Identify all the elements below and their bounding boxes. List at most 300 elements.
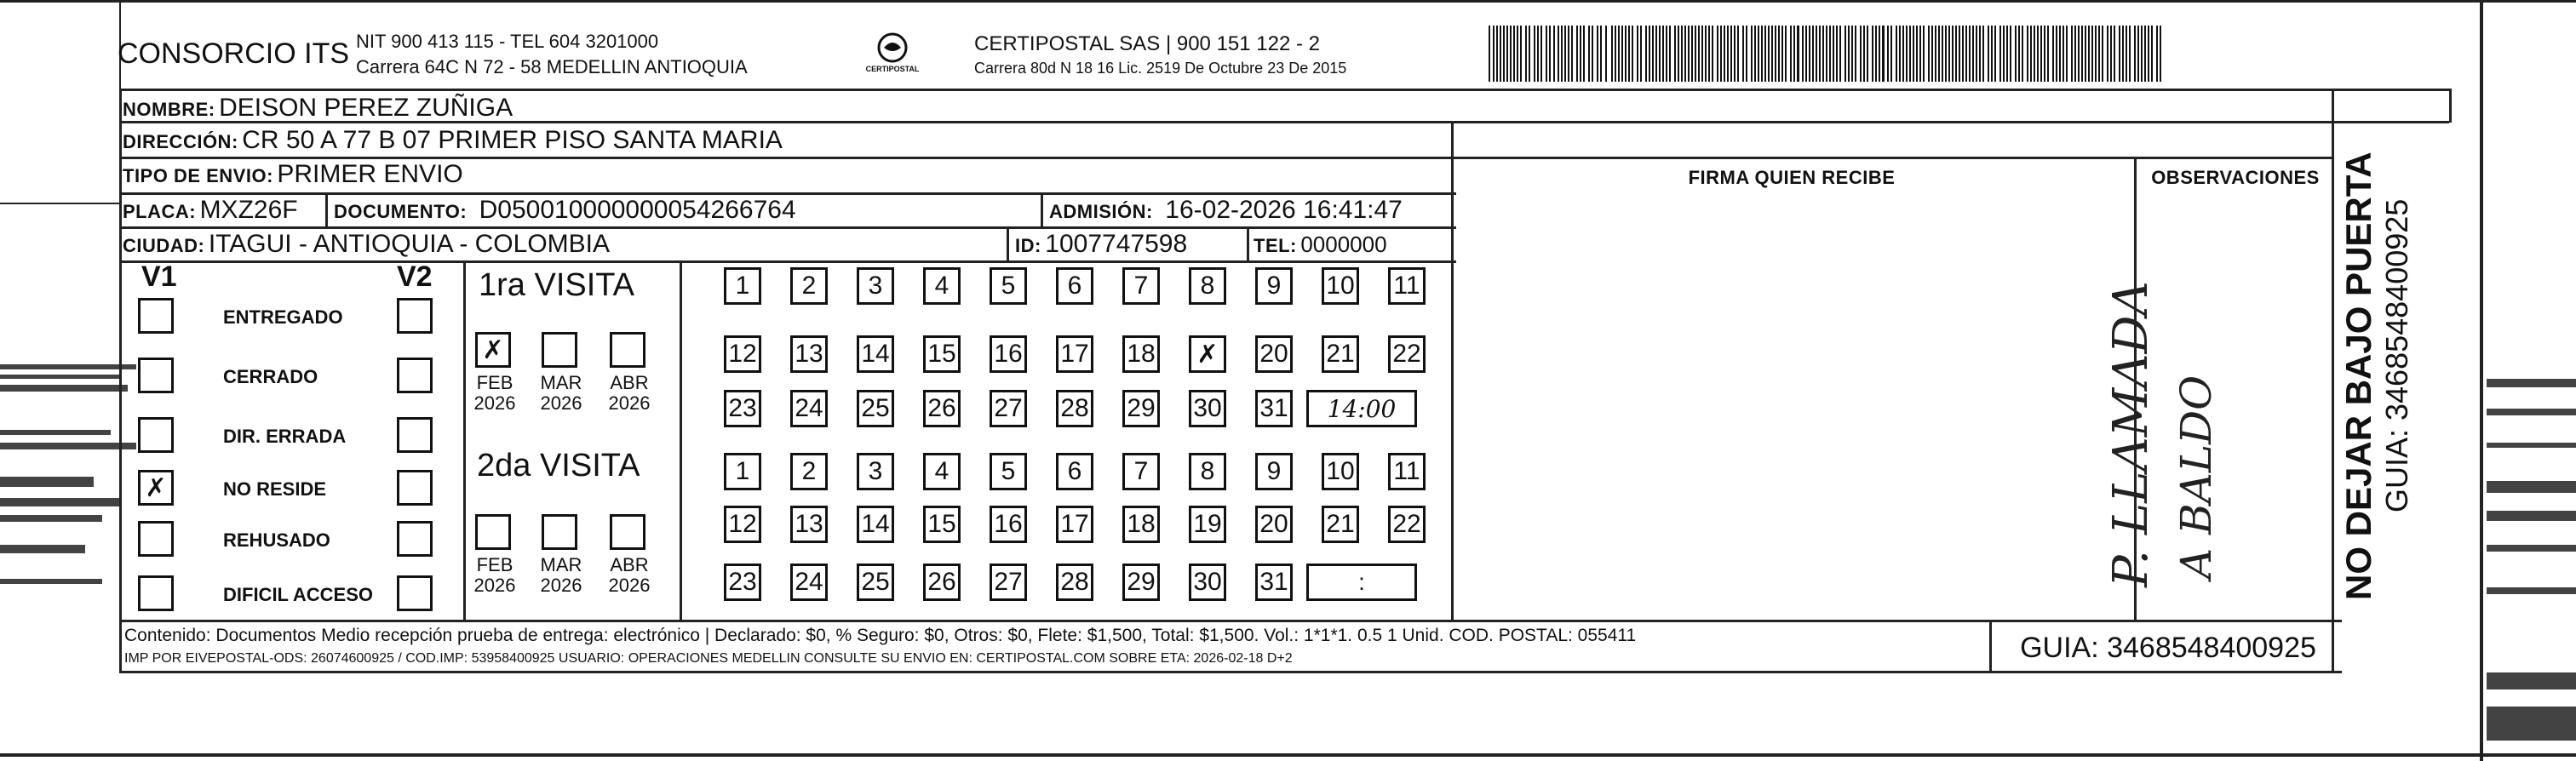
barcode-bar (1909, 26, 1911, 82)
barcode-bar (1768, 26, 1770, 82)
barcode-bar (1645, 26, 1647, 82)
barcode-bar (1906, 26, 1908, 82)
barcode-bar (1979, 26, 1981, 82)
barcode-bar (1734, 26, 1736, 82)
month-checkbox[interactable]: ✗ (475, 332, 511, 368)
day-checkbox[interactable]: 7 (1122, 267, 1160, 305)
firma-header: FIRMA QUIEN RECIBE (1688, 167, 1896, 188)
barcode-bar (1720, 26, 1722, 82)
day-checkbox[interactable]: 20 (1255, 335, 1293, 373)
day-checkbox[interactable]: 8 (1189, 267, 1226, 305)
barcode-bar (1764, 26, 1766, 82)
barcode-bar (1705, 26, 1707, 82)
barcode-bar (1879, 26, 1880, 82)
barcode-bar (2040, 26, 2042, 82)
barcode-bar (2015, 26, 2017, 82)
status-v1-checkbox[interactable] (138, 358, 174, 393)
day-checkbox[interactable]: 27 (990, 390, 1027, 427)
barcode-bar (2122, 26, 2124, 82)
day-checkbox[interactable]: 2 (790, 267, 828, 305)
barcode-bar (2018, 26, 2020, 82)
barcode-bar (1819, 26, 1821, 82)
tel-cell (1254, 232, 1387, 258)
barcode-bar (1887, 26, 1889, 82)
tipo-label: TIPO DE ENVIO: (123, 165, 273, 186)
day-checkbox[interactable]: 3 (857, 453, 894, 490)
id-value: 1007747598 (1045, 230, 1188, 258)
barcode-bar (2063, 26, 2064, 82)
barcode-bar (1965, 26, 1967, 82)
status-v2-checkbox[interactable] (397, 358, 433, 393)
barcode-bar (2151, 26, 2153, 82)
barcode-bar (1855, 26, 1856, 82)
barcode-bar (2085, 26, 2086, 82)
barcode-bar (1712, 26, 1713, 82)
barcode-bar (1520, 26, 1522, 82)
day-checkbox[interactable]: 17 (1056, 335, 1093, 373)
barcode-bar (1775, 26, 1776, 82)
barcode-bar (1600, 26, 1602, 82)
barcode-bar (1564, 26, 1566, 82)
direccion-row (123, 126, 783, 155)
barcode-bar (1935, 26, 1936, 82)
footer-contenido: Contenido: Documentos Medio recepción prueba de entrega: electrónico | Declarado: $0, % Seguro: $0, Otros: $0, Flete: $1,500, Total: $1,500. Vol.: 1*1*1. 0.5 1 Unid. COD. POSTAL: 055411 (124, 626, 1637, 645)
barcode-bar (1701, 26, 1703, 82)
visit2-title: 2da VISITA (477, 448, 640, 483)
barcode-bar (1761, 26, 1763, 82)
barcode-bar (1625, 26, 1626, 82)
barcode-bar (1836, 26, 1838, 82)
status-v1-checkbox[interactable] (138, 298, 174, 334)
company-nit: NIT 900 413 115 - TEL 604 3201000 (356, 31, 659, 52)
day-checkbox[interactable]: 9 (1255, 453, 1293, 490)
status-option-label: ENTREGADO (223, 306, 343, 328)
barcode-bar (1848, 26, 1850, 82)
placa-value: MXZ26F (199, 196, 298, 224)
barcode-bar (1588, 26, 1590, 82)
barcode-bar (2030, 26, 2032, 82)
admision-label: ADMISIÓN: (1049, 201, 1153, 222)
day-checkbox[interactable]: 31 (1255, 390, 1293, 427)
barcode-bar (1637, 26, 1638, 82)
barcode-bar (1867, 26, 1868, 82)
barcode-bar (1628, 26, 1630, 82)
day-checkbox[interactable]: 12 (724, 335, 761, 373)
barcode-bar (1793, 26, 1795, 82)
barcode-bar (2102, 26, 2103, 82)
documento-cell (334, 196, 796, 225)
side-guia: GUIA: 3468548400925 (2379, 198, 2414, 512)
barcode-bar (2156, 26, 2158, 82)
barcode-bar (2056, 26, 2057, 82)
logo-caption: CERTIPOSTAL (865, 65, 920, 73)
barcode-bar (1496, 26, 1498, 82)
barcode-bar (2148, 26, 2149, 82)
barcode-bar (1945, 26, 1947, 82)
barcode-bar (2074, 26, 2076, 82)
barcode-bar (1805, 26, 1807, 82)
barcode-bar (2119, 26, 2120, 82)
side-warning: NO DEJAR BAJO PUERTA (2338, 152, 2378, 600)
barcode-bar (1503, 26, 1505, 82)
barcode-bar (1730, 26, 1732, 82)
day-checkbox[interactable]: 29 (1122, 390, 1160, 427)
barcode-bar (1568, 26, 1569, 82)
direccion-label: DIRECCIÓN: (123, 131, 238, 152)
barcode-bar (1942, 26, 1943, 82)
visit1-title: 1ra VISITA (479, 267, 635, 303)
barcode-bar (1540, 26, 1542, 82)
barcode-bar (1669, 26, 1671, 82)
day-checkbox[interactable]: 8 (1189, 453, 1226, 490)
barcode-bar (1829, 26, 1831, 82)
barcode-bar (1678, 26, 1679, 82)
barcode-bar (2010, 26, 2011, 82)
barcode-bar (2052, 26, 2054, 82)
barcode-bar (1571, 26, 1573, 82)
barcode-bar (1802, 26, 1804, 82)
day-checkbox[interactable]: 31 (1255, 564, 1293, 601)
barcode-bar (1517, 26, 1518, 82)
barcode-bar (1938, 26, 1940, 82)
barcode-bar (2141, 26, 2143, 82)
barcode-bar (2047, 26, 2049, 82)
barcode-bar (1513, 26, 1515, 82)
day-checkbox[interactable]: 11 (1388, 453, 1426, 490)
day-checkbox[interactable]: 6 (1056, 267, 1093, 305)
time-field[interactable]: 14:00 (1306, 390, 1417, 427)
tel-label: TEL: (1254, 235, 1297, 256)
footer-imp: IMP POR EIVEPOSTAL-ODS: 26074600925 / COD.IMP: 53958400925 USUARIO: OPERACIONES MEDELLIN CONSULTE SU ENVIO EN: CERTIPOSTAL.COM SOBRE ETA: 2026-02-18 D+2 (124, 651, 1293, 666)
status-option-label: DIR. ERRADA (223, 426, 347, 447)
day-checkbox[interactable]: 18 (1122, 335, 1160, 373)
month-checkbox[interactable] (542, 514, 577, 550)
barcode-bar (2006, 26, 2008, 82)
day-checkbox[interactable]: 28 (1056, 390, 1093, 427)
barcode-bar (1698, 26, 1700, 82)
day-checkbox[interactable]: 1 (724, 453, 761, 490)
barcode-bar (1510, 26, 1512, 82)
documento-label: DOCUMENTO: (334, 201, 468, 222)
day-checkbox[interactable]: 15 (923, 335, 961, 373)
barcode-bar (1691, 26, 1693, 82)
ciudad-label: CIUDAD: (123, 235, 205, 256)
barcode-bar (2059, 26, 2061, 82)
day-checkbox[interactable]: 19 (1189, 506, 1226, 543)
barcode-bar (1534, 26, 1535, 82)
barcode-bar (1724, 26, 1725, 82)
barcode-bar (1558, 26, 1559, 82)
barcode-bar (1583, 26, 1585, 82)
day-checkbox[interactable]: 6 (1056, 453, 1093, 490)
barcode-bar (1674, 26, 1676, 82)
ciudad-cell (123, 230, 610, 259)
id-cell (1015, 230, 1187, 259)
barcode-bar (1746, 26, 1747, 82)
day-checkbox[interactable]: 22 (1388, 506, 1426, 543)
month-label: MAR 2026 (540, 554, 582, 596)
barcode-bar (1785, 26, 1787, 82)
barcode-bar (1919, 26, 1921, 82)
day-checkbox[interactable]: 22 (1388, 335, 1426, 373)
courier-line1: CERTIPOSTAL SAS | 900 151 122 - 2 (974, 32, 1320, 55)
barcode-bar (2027, 26, 2028, 82)
barcode-bar (1902, 26, 1904, 82)
barcode-bar (1959, 26, 1960, 82)
id-label: ID: (1015, 235, 1041, 256)
barcode-bar (2126, 26, 2127, 82)
tel-value: 0000000 (1300, 232, 1387, 257)
day-checkbox[interactable]: 16 (990, 506, 1027, 543)
barcode-bar (1826, 26, 1827, 82)
barcode-bar (2098, 26, 2100, 82)
barcode-bar (1649, 26, 1650, 82)
barcode-bar (1655, 26, 1657, 82)
barcode-bar (1982, 26, 1984, 82)
barcode-bar (2022, 26, 2023, 82)
barcode-bar (2160, 26, 2161, 82)
day-checkbox[interactable]: 23 (724, 390, 761, 427)
month-label: FEB 2026 (473, 554, 516, 596)
barcode-bar (1809, 26, 1810, 82)
barcode-bar (1751, 26, 1753, 82)
barcode-bar (1822, 26, 1824, 82)
barcode-bar (1695, 26, 1696, 82)
barcode-bar (1896, 26, 1897, 82)
barcode-bar (1592, 26, 1593, 82)
day-checkbox[interactable]: 1 (724, 267, 761, 305)
barcode-bar (1872, 26, 1873, 82)
day-checkbox[interactable]: 26 (923, 390, 961, 427)
barcode-bar (1952, 26, 1954, 82)
month-checkbox[interactable] (610, 514, 645, 550)
barcode-bar (2081, 26, 2083, 82)
documento-value: D050010000000054266764 (479, 196, 796, 224)
barcode-bar (1916, 26, 1918, 82)
day-checkbox[interactable]: 26 (923, 564, 961, 601)
day-checkbox[interactable]: 24 (790, 564, 828, 601)
day-checkbox[interactable]: 4 (923, 453, 961, 490)
day-checkbox[interactable]: 24 (790, 390, 828, 427)
barcode-bar (1863, 26, 1865, 82)
day-checkbox[interactable]: 18 (1122, 506, 1160, 543)
month-checkbox[interactable] (542, 332, 577, 368)
barcode-bar (1778, 26, 1780, 82)
barcode-bar (1659, 26, 1661, 82)
day-checkbox[interactable]: 2 (790, 453, 828, 490)
day-checkbox[interactable]: 17 (1056, 506, 1093, 543)
barcode-bar (1882, 26, 1885, 82)
status-v2-checkbox[interactable] (397, 417, 433, 453)
day-checkbox[interactable]: 13 (790, 506, 828, 543)
month-checkbox[interactable] (475, 514, 511, 550)
barcode-bar (2114, 26, 2115, 82)
barcode-bar (1553, 26, 1555, 82)
day-checkbox[interactable]: 16 (990, 335, 1027, 373)
barcode-bar (1771, 26, 1773, 82)
barcode-bar (1790, 26, 1792, 82)
barcode-bar (1632, 26, 1633, 82)
day-checkbox[interactable]: 14 (857, 506, 894, 543)
barcode-bar (1899, 26, 1901, 82)
v1-label: V1 (141, 260, 177, 293)
status-option-label: NO RESIDE (223, 478, 327, 500)
day-checkbox[interactable]: 4 (923, 267, 961, 305)
day-checkbox[interactable]: 20 (1255, 506, 1293, 543)
day-checkbox[interactable]: 15 (923, 506, 961, 543)
barcode-bar (1681, 26, 1683, 82)
day-checkbox[interactable]: 23 (724, 564, 761, 601)
barcode-bar (1621, 26, 1623, 82)
day-checkbox[interactable]: 5 (990, 453, 1027, 490)
day-checkbox[interactable]: ✗ (1189, 335, 1226, 373)
status-v1-checkbox[interactable] (138, 575, 174, 611)
barcode-bar (1833, 26, 1834, 82)
day-checkbox[interactable]: 28 (1056, 564, 1093, 601)
barcode-bar (1955, 26, 1957, 82)
status-option-label: CERRADO (223, 366, 318, 387)
barcode-bar (1913, 26, 1914, 82)
barcode-bar (1546, 26, 1547, 82)
day-checkbox[interactable]: 7 (1122, 453, 1160, 490)
day-checkbox[interactable]: 11 (1388, 267, 1426, 305)
barcode-bar (2078, 26, 2080, 82)
barcode-bar (1684, 26, 1686, 82)
barcode-bar (1611, 26, 1613, 82)
day-checkbox[interactable]: 25 (857, 390, 894, 427)
barcode-bar (2044, 26, 2045, 82)
barcode-bar (1781, 26, 1783, 82)
day-checkbox[interactable]: 10 (1322, 267, 1359, 305)
barcode-bar (1860, 26, 1862, 82)
day-checkbox[interactable]: 12 (724, 506, 761, 543)
barcode-bar (2129, 26, 2131, 82)
status-v1-checkbox[interactable] (138, 417, 174, 453)
barcode-bar (1812, 26, 1814, 82)
barcode-bar (1525, 26, 1527, 82)
day-checkbox[interactable]: 25 (857, 564, 894, 601)
day-checkbox[interactable]: 13 (790, 335, 828, 373)
barcode-bar (2037, 26, 2039, 82)
barcode-bar (1529, 26, 1530, 82)
barcode-bar (1489, 26, 1490, 82)
barcode-bar (1737, 26, 1739, 82)
barcode-bar (1976, 26, 1977, 82)
month-label: ABR 2026 (608, 372, 651, 414)
status-v1-checkbox[interactable] (138, 521, 174, 557)
status-v2-checkbox[interactable] (397, 575, 433, 611)
barcode-bar (1605, 26, 1607, 82)
certipostal-logo (858, 29, 927, 77)
barcode-bar (1928, 26, 1930, 82)
day-checkbox[interactable]: 29 (1122, 564, 1160, 601)
status-option-label: REHUSADO (223, 529, 330, 551)
day-checkbox[interactable]: 30 (1189, 390, 1226, 427)
barcode-bar (1662, 26, 1664, 82)
day-checkbox[interactable]: 27 (990, 564, 1027, 601)
courier-line2: Carrera 80d N 18 16 Lic. 2519 De Octubre 23 De 2015 (974, 60, 1347, 77)
barcode-bar (2134, 26, 2136, 82)
month-label: MAR 2026 (540, 372, 582, 414)
company-address: Carrera 64C N 72 - 58 MEDELLIN ANTIOQUIA (356, 56, 748, 77)
barcode-bar (1500, 26, 1501, 82)
barcode-bar (1493, 26, 1495, 82)
barcode-bar (1618, 26, 1620, 82)
month-label: ABR 2026 (608, 554, 651, 596)
barcode-bar (1931, 26, 1933, 82)
status-v2-checkbox[interactable] (397, 521, 433, 557)
day-checkbox[interactable]: 14 (857, 335, 894, 373)
barcode-bar (1816, 26, 1817, 82)
admision-cell (1049, 196, 1403, 225)
time-field[interactable]: : (1306, 564, 1417, 601)
month-label: FEB 2026 (473, 372, 516, 414)
barcode-bar (1666, 26, 1667, 82)
placa-cell (123, 196, 298, 225)
barcode-bar (1652, 26, 1654, 82)
ciudad-value: ITAGUI - ANTIOQUIA - COLOMBIA (208, 230, 611, 258)
barcode-bar (1727, 26, 1729, 82)
barcode-bar (1580, 26, 1581, 82)
barcode-bar (1576, 26, 1578, 82)
barcode-bar (1991, 26, 1993, 82)
barcode-bar (1948, 26, 1950, 82)
status-v1-checkbox[interactable]: ✗ (138, 470, 174, 506)
tipo-row (123, 160, 463, 189)
barcode-bar (1851, 26, 1853, 82)
barcode-bar (2071, 26, 2073, 82)
month-checkbox[interactable] (610, 332, 645, 368)
day-checkbox[interactable]: 30 (1189, 564, 1226, 601)
barcode-bar (1597, 26, 1598, 82)
handwriting-obs2: A BALDO (2172, 375, 2221, 579)
barcode-bar (2110, 26, 2112, 82)
barcode-bar (1758, 26, 1759, 82)
placa-label: PLACA: (123, 201, 197, 222)
day-checkbox[interactable]: 5 (990, 267, 1027, 305)
barcode-bar (1988, 26, 1989, 82)
direccion-value: CR 50 A 77 B 07 PRIMER PISO SANTA MARIA (242, 126, 783, 154)
barcode-bar (1717, 26, 1718, 82)
v2-label: V2 (397, 260, 433, 293)
day-checkbox[interactable]: 3 (857, 267, 894, 305)
day-checkbox[interactable]: 10 (1322, 453, 1359, 490)
barcode-bar (1537, 26, 1539, 82)
barcode-bar (1923, 26, 1925, 82)
barcode-bar (1561, 26, 1563, 82)
barcode-bar (2066, 26, 2068, 82)
barcode-bar (2091, 26, 2093, 82)
barcode-bar (1640, 26, 1642, 82)
barcode-bar (1994, 26, 1996, 82)
status-v2-checkbox[interactable] (397, 470, 433, 506)
barcode-bar (1615, 26, 1616, 82)
day-checkbox[interactable]: 21 (1322, 335, 1359, 373)
barcode-bar (2034, 26, 2035, 82)
barcode-bar (2088, 26, 2090, 82)
barcode-bar (1797, 26, 1799, 82)
day-checkbox[interactable]: 9 (1255, 267, 1293, 305)
barcode-bar (2137, 26, 2139, 82)
barcode-bar (1708, 26, 1710, 82)
observaciones-header: OBSERVACIONES (2151, 167, 2320, 188)
barcode-bar (2144, 26, 2146, 82)
status-v2-checkbox[interactable] (397, 298, 433, 334)
tipo-value: PRIMER ENVIO (277, 160, 463, 188)
day-checkbox[interactable]: 21 (1322, 506, 1359, 543)
barcode-bar (1845, 26, 1846, 82)
barcode-bar (1972, 26, 1974, 82)
